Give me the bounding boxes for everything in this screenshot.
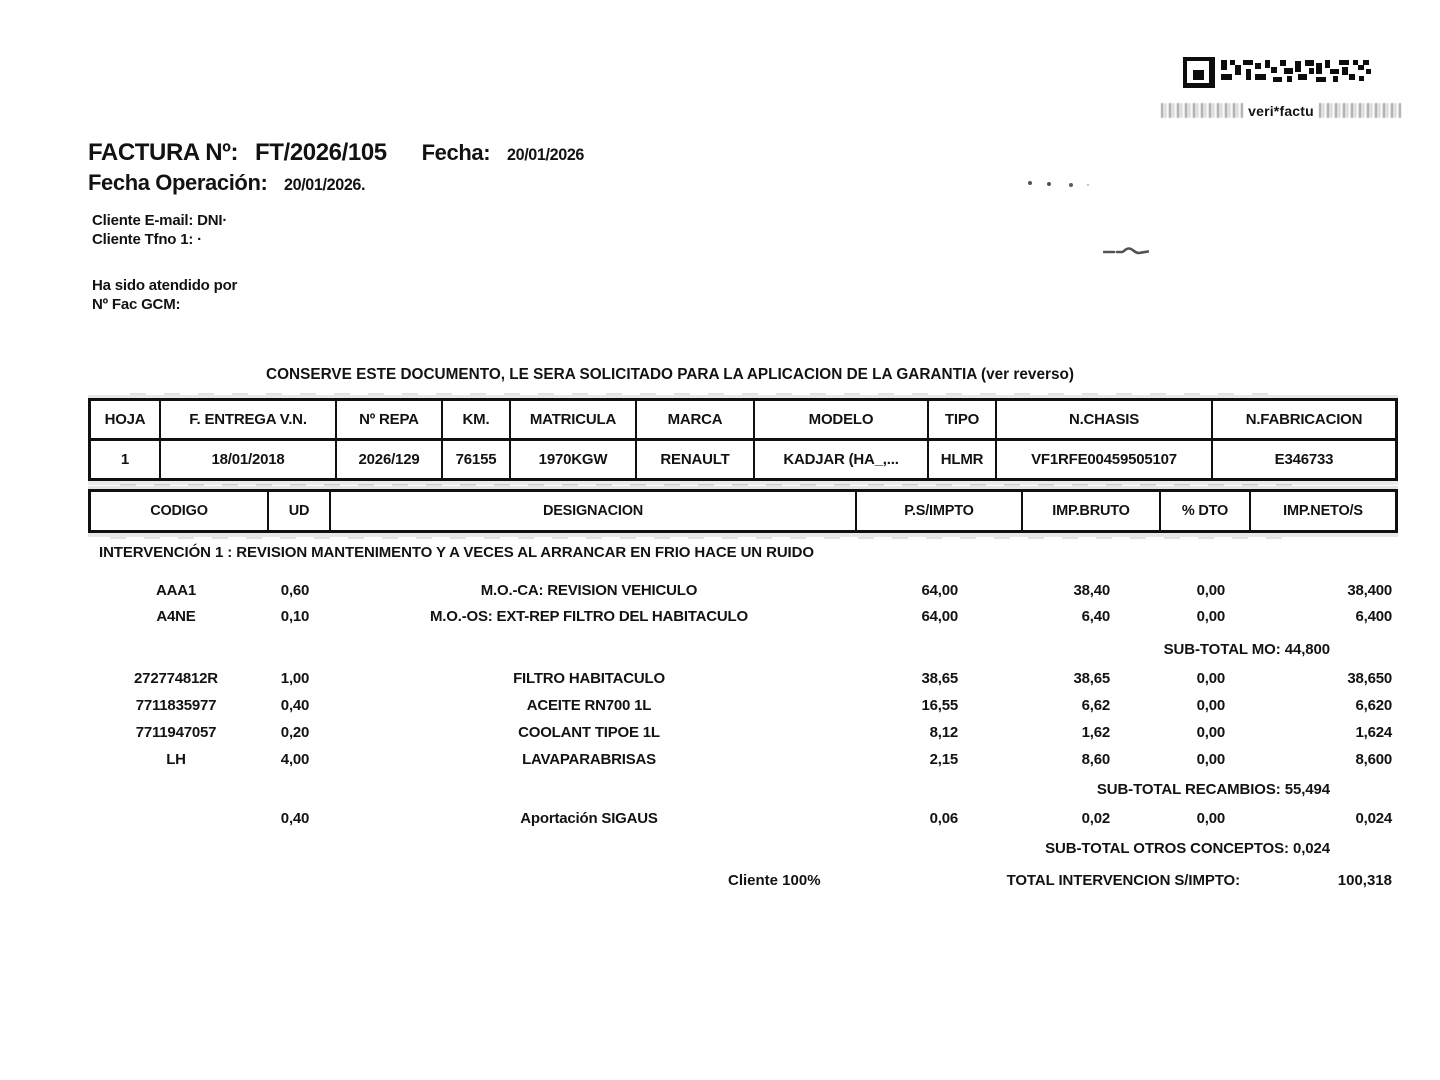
item-designacion: ACEITE RN700 1L — [526, 697, 652, 714]
item-codigo: 7711947057 — [135, 724, 217, 741]
attended-line: Ha sido atendido por — [92, 277, 238, 294]
client-email-line: Cliente E-mail: DNI· — [92, 212, 228, 229]
item-impbruto: 38,40 — [1073, 582, 1110, 599]
item-psimpto: 16,55 — [921, 697, 958, 714]
item-dto: 0,00 — [1196, 582, 1225, 599]
total-intervencion-value: 100,318 — [1337, 872, 1392, 889]
item-designacion: COOLANT TIPOE 1L — [518, 724, 660, 741]
vehicle-header-marca: MARCA — [635, 401, 753, 441]
item-row — [88, 751, 1392, 771]
qr-code-icon — [1183, 57, 1377, 88]
redaction-mark — [1103, 245, 1149, 257]
items-header-codigo: CODIGO — [150, 503, 208, 519]
vehicle-value-modelo: KADJAR (HA_,... — [753, 441, 927, 478]
item-codigo: A4NE — [156, 608, 196, 625]
client-phone-line: Cliente Tfno 1: · — [92, 231, 202, 248]
item-row — [88, 582, 1392, 602]
items-header-ud: UD — [267, 492, 329, 530]
vehicle-header-matricula: MATRICULA — [509, 401, 635, 441]
item-codigo: 7711835977 — [135, 697, 217, 714]
items-header-impbruto: IMP.BRUTO — [1021, 492, 1159, 530]
items-header-psimpto: P.S/IMPTO — [855, 492, 1021, 530]
subtotal-recambios: SUB-TOTAL RECAMBIOS: 55,494 — [1096, 781, 1330, 798]
item-codigo: LH — [166, 751, 186, 768]
verifactu-label: veri*factu — [1248, 102, 1314, 119]
item-ud: 0,10 — [280, 608, 310, 625]
scan-artifact-line — [130, 393, 1280, 395]
item-impbruto: 1,62 — [1081, 724, 1110, 741]
item-psimpto: 0,06 — [929, 810, 958, 827]
item-designacion: M.O.-CA: REVISION VEHICULO — [480, 582, 698, 599]
item-row — [88, 724, 1392, 744]
vehicle-value-km: 76155 — [441, 441, 509, 478]
item-ud: 0,20 — [280, 724, 310, 741]
stamp-noise-left — [1161, 103, 1243, 118]
item-psimpto: 8,12 — [929, 724, 958, 741]
item-designacion: LAVAPARABRISAS — [522, 751, 656, 768]
vehicle-header-entrega: F. ENTREGA V.N. — [159, 401, 335, 441]
item-row — [88, 697, 1392, 717]
item-impneto: 6,400 — [1355, 608, 1392, 625]
item-dto: 0,00 — [1196, 724, 1225, 741]
item-psimpto: 2,15 — [929, 751, 958, 768]
invoice-number-label: FACTURA Nº: — [88, 139, 239, 166]
vehicle-value-marca: RENAULT — [635, 441, 753, 478]
item-impbruto: 0,02 — [1081, 810, 1110, 827]
client-info — [92, 211, 227, 249]
item-impneto: 0,024 — [1355, 810, 1392, 827]
item-row — [88, 608, 1392, 628]
vehicle-value-entrega: 18/01/2018 — [159, 441, 335, 478]
item-dto: 0,00 — [1196, 697, 1225, 714]
invoice-date-value: 20/01/2026 — [507, 145, 585, 164]
item-dto: 0,00 — [1196, 810, 1225, 827]
item-ud: 0,40 — [280, 697, 310, 714]
item-impneto: 38,650 — [1347, 670, 1392, 687]
scan-artifact-line — [120, 484, 1300, 486]
item-ud: 1,00 — [280, 670, 310, 687]
vehicle-header-chasis: N.CHASIS — [995, 401, 1211, 441]
item-impneto: 8,600 — [1355, 751, 1392, 768]
attended-info — [92, 276, 237, 314]
item-codigo: AAA1 — [155, 582, 197, 599]
subtotal-otros-conceptos: SUB-TOTAL OTROS CONCEPTOS: 0,024 — [1045, 840, 1330, 857]
intervention-title: INTERVENCIÓN 1 : REVISION MANTENIMENTO Y A VECES AL ARRANCAR EN FRIO HACE UN RUIDO — [99, 544, 814, 561]
operation-date-line — [88, 170, 370, 196]
items-header-dto: % DTO — [1159, 492, 1249, 530]
vehicle-header-fabricacion: N.FABRICACION — [1211, 401, 1395, 441]
vehicle-value-hoja: 1 — [120, 451, 130, 468]
item-codigo: 272774812R — [134, 670, 218, 687]
item-dto: 0,00 — [1196, 670, 1225, 687]
vehicle-value-chasis: VF1RFE00459505107 — [995, 441, 1211, 478]
invoice-date-label: Fecha: — [421, 140, 491, 165]
item-designacion: M.O.-OS: EXT-REP FILTRO DEL HABITACULO — [430, 608, 748, 625]
item-impbruto: 8,60 — [1081, 751, 1110, 768]
item-impbruto: 38,65 — [1073, 670, 1110, 687]
warranty-notice: CONSERVE ESTE DOCUMENTO, LE SERA SOLICITADO PARA LA APLICACION DE LA GARANTIA (ver reverso) — [266, 366, 1074, 383]
items-header-designacion: DESIGNACION — [329, 492, 855, 530]
invoice-number: FT/2026/105 — [255, 139, 387, 166]
total-intervencion-label: TOTAL INTERVENCION S/IMPTO: — [1006, 872, 1240, 889]
vehicle-value-repa: 2026/129 — [335, 441, 441, 478]
items-header-table — [88, 489, 1398, 533]
item-impneto: 6,620 — [1355, 697, 1392, 714]
item-impneto: 38,400 — [1347, 582, 1392, 599]
item-impneto: 1,624 — [1355, 724, 1392, 741]
item-ud: 0,40 — [280, 810, 310, 827]
item-psimpto: 64,00 — [921, 608, 958, 625]
vehicle-header-tipo: TIPO — [927, 401, 995, 441]
item-impbruto: 6,40 — [1081, 608, 1110, 625]
vehicle-value-tipo: HLMR — [927, 441, 995, 478]
operation-date-label: Fecha Operación: — [88, 170, 268, 195]
subtotal-mo: SUB-TOTAL MO: 44,800 — [1163, 641, 1330, 658]
item-designacion: FILTRO HABITACULO — [513, 670, 665, 687]
item-psimpto: 38,65 — [921, 670, 958, 687]
fac-gcm-line: Nº Fac GCM: — [92, 296, 181, 313]
verifactu-stamp — [1161, 101, 1401, 120]
items-header-impneto: IMP.NETO/S — [1249, 492, 1395, 530]
stamp-noise-right — [1319, 103, 1401, 118]
vehicle-value-matricula: 1970KGW — [509, 441, 635, 478]
vehicle-header-modelo: MODELO — [753, 401, 927, 441]
vehicle-table — [88, 398, 1398, 481]
item-dto: 0,00 — [1196, 608, 1225, 625]
item-impbruto: 6,62 — [1081, 697, 1110, 714]
invoice-title-line — [88, 139, 588, 167]
item-row — [88, 670, 1392, 690]
total-row — [88, 872, 1392, 892]
item-ud: 4,00 — [280, 751, 310, 768]
redaction-dots — [1028, 181, 1032, 185]
vehicle-header-hoja: HOJA — [91, 401, 159, 441]
cliente-percentage: Cliente 100% — [728, 872, 821, 889]
item-dto: 0,00 — [1196, 751, 1225, 768]
item-row — [88, 810, 1392, 830]
operation-date-value: 20/01/2026. — [284, 175, 366, 194]
vehicle-value-fabricacion: E346733 — [1211, 441, 1395, 478]
vehicle-header-repa: Nº REPA — [335, 401, 441, 441]
scan-artifact-line — [110, 537, 1300, 539]
item-designacion: Aportación SIGAUS — [520, 810, 658, 827]
item-ud: 0,60 — [280, 582, 310, 599]
vehicle-header-km: KM. — [441, 401, 509, 441]
item-psimpto: 64,00 — [921, 582, 958, 599]
